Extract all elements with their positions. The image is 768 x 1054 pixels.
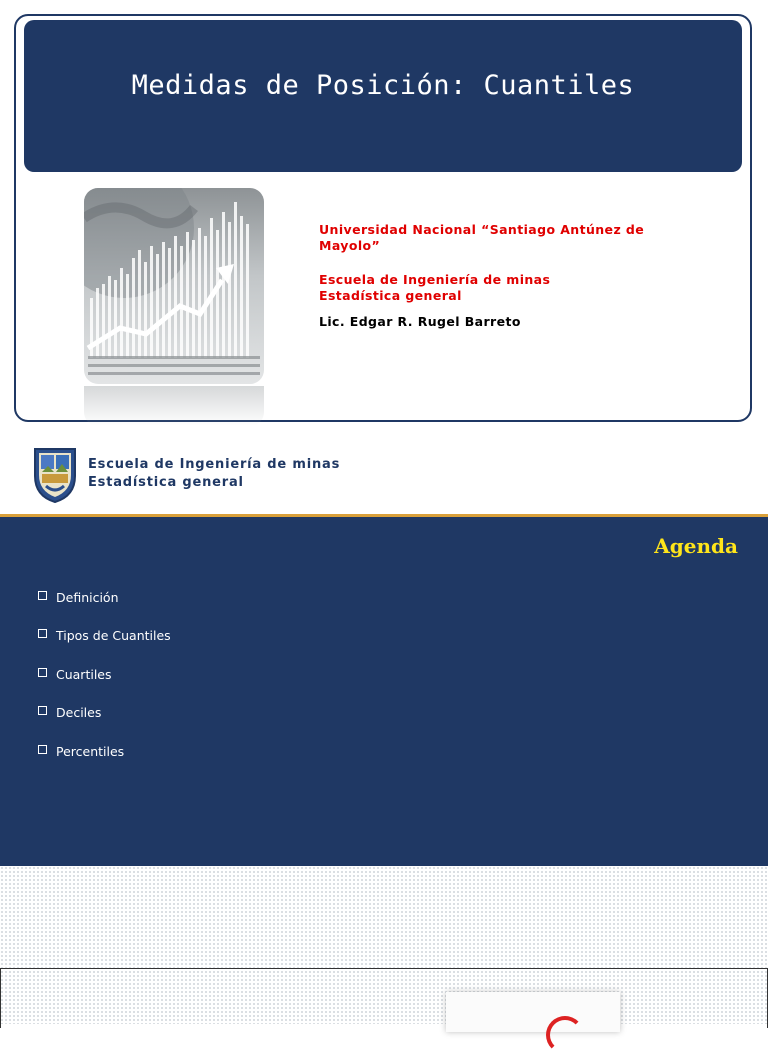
slide-title: Medidas de Posición: Cuantiles xyxy=(131,69,635,101)
header-school: Escuela de Ingeniería de minas xyxy=(88,457,341,472)
agenda-item-percentiles xyxy=(38,732,171,771)
header-course: Estadística general xyxy=(88,475,244,490)
checkbox-icon xyxy=(38,629,47,638)
agenda-item-definicion xyxy=(38,578,171,617)
agenda-item-tipos xyxy=(38,617,171,656)
next-slide-frame xyxy=(0,968,768,1028)
university-shield-logo xyxy=(32,446,78,504)
next-slide-card xyxy=(446,992,620,1032)
title-slide xyxy=(0,0,768,432)
agenda-item-label: Cuartiles xyxy=(56,666,112,682)
agenda-title: Agenda xyxy=(654,534,738,558)
agenda-item-label: Deciles xyxy=(56,705,102,721)
stock-image-reflection xyxy=(84,386,264,426)
agenda-header-text xyxy=(88,456,340,492)
checkbox-icon xyxy=(38,668,47,677)
stock-chart-image xyxy=(84,188,264,384)
agenda-item-deciles xyxy=(38,694,171,733)
school-name: Escuela de Ingeniería de minas xyxy=(319,272,551,287)
presentation-info xyxy=(319,222,679,330)
agenda-item-label: Percentiles xyxy=(56,743,125,759)
course-name: Estadística general xyxy=(319,288,462,303)
checkbox-icon xyxy=(38,745,47,754)
checkbox-icon xyxy=(38,591,47,600)
university-name: Universidad Nacional “Santiago Antúnez de Mayolo” xyxy=(319,222,645,253)
red-arc-graphic xyxy=(546,1016,584,1054)
checkbox-icon xyxy=(38,706,47,715)
title-banner xyxy=(24,20,742,172)
agenda-list xyxy=(38,578,171,771)
author-name: Lic. Edgar R. Rugel Barreto xyxy=(319,314,521,329)
agenda-item-cuartiles xyxy=(38,655,171,694)
agenda-item-label: Definición xyxy=(56,589,119,605)
agenda-item-label: Tipos de Cuantiles xyxy=(56,628,171,644)
